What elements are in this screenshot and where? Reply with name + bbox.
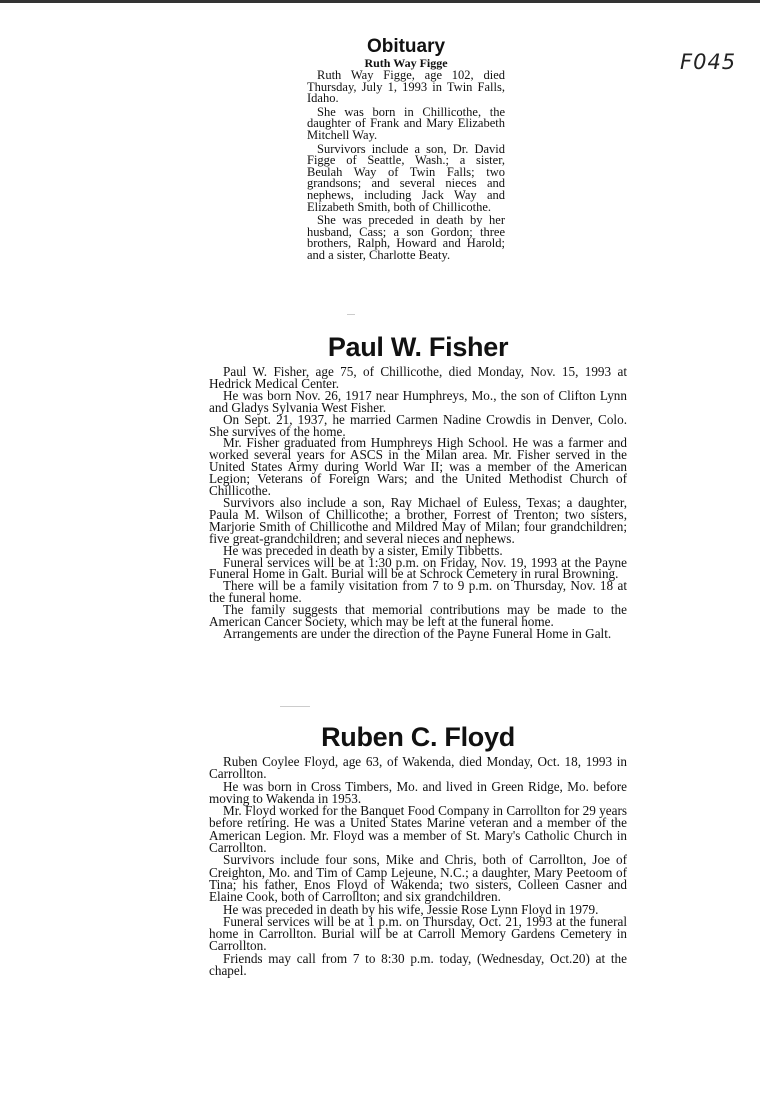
obituary-paragraph: The family suggests that memorial contributions may be made to the American Cancer Society, which may be left at the funeral home. <box>209 602 627 630</box>
obituary-paragraph: He was preceded in death by his wife, Jessie Rose Lynn Floyd in 1979. <box>223 901 599 917</box>
obituary-paragraph: There will be a family visitation from 7 to 9 p.m. on Thursday, Nov. 18 at the funeral home. <box>209 578 627 606</box>
obituary-paragraph: Funeral services will be at 1:30 p.m. on Friday, Nov. 19, 1993 at the Payne Funeral Home in Galt. Burial will be at Schrock Cemetery in rural Browning. <box>209 554 627 582</box>
handwritten-annotation: F045 <box>680 50 737 74</box>
obituary-paragraph: Survivors also include a son, Ray Michael of Euless, Texas; a daughter, Paula M. Wilson of Chillicothe; a brother, Forrest of Trenton; two sisters, Marjorie Smith of Chillicothe and Mildred May of Milan; four grandchildren; five great-grandchildren; and several nieces and nephews. <box>209 494 627 546</box>
obituary-ruben-c-floyd <box>209 722 627 977</box>
obituary-paragraph: On Sept. 21, 1937, he married Carmen Nadine Crowdis in Denver, Colo. She survives of the home. <box>209 411 627 439</box>
divider <box>280 706 310 707</box>
obituary-paragraph: She was born in Chillicothe, the daughter of Frank and Mary Elizabeth Mitchell Way. <box>307 104 505 142</box>
obituary-paragraph: He was born Nov. 26, 1917 near Humphreys, Mo., the son of Clifton Lynn and Gladys Sylvania West Fisher. <box>209 387 627 415</box>
obituary-heading: Paul W. Fisher <box>327 332 509 362</box>
obituary-paragraph: He was preceded in death by a sister, Emily Tibbetts. <box>223 542 503 558</box>
obituary-heading: Obituary <box>366 36 446 57</box>
obituary-paul-w-fisher <box>209 332 627 640</box>
obituary-name: Ruth Way Figge <box>364 56 448 70</box>
obituary-paragraph: Survivors include a son, Dr. David Figge of Seattle, Wash.; a sister, Beulah Way of Twin Falls; two grandsons; and several nieces and nephews, including Jack Way and Elizabeth Smith, both of Chillicothe. <box>307 141 505 214</box>
obituary-paragraph: Ruben Coylee Floyd, age 63, of Wakenda, died Monday, Oct. 18, 1993 in Carrollton. <box>209 754 627 782</box>
obituary-ruth-way-figge <box>307 37 505 262</box>
scan-top-border <box>0 0 760 3</box>
obituary-paragraph: Survivors include four sons, Mike and Chris, both of Carrollton, Joe of Creighton, Mo. and Tim of Camp Lejeune, N.C.; a daughter, Mary Peetoom of Tina; his father, Enos Floyd of Wakenda; two sisters, Colleen Casner and Elaine Cook, both of Carrollton; and six grandchildren. <box>209 852 627 905</box>
obituary-paragraph: Paul W. Fisher, age 75, of Chillicothe, died Monday, Nov. 15, 1993 at Hedrick Medical Center. <box>209 364 627 391</box>
divider <box>347 314 355 315</box>
obituary-paragraph: Mr. Floyd worked for the Banquet Food Company in Carrollton for 29 years before retiring. He was a United States Marine veteran and a member of the American Legion. Mr. Floyd was a member of St. Mary's Catholic Church in Carrollton. <box>209 803 627 856</box>
obituary-paragraph: He was born in Cross Timbers, Mo. and lived in Green Ridge, Mo. before moving to Wakenda in 1953. <box>209 778 627 806</box>
obituary-paragraph: She was preceded in death by her husband, Cass; a son Gordon; three brothers, Ralph, Howard and Harold; and a sister, Charlotte Beaty. <box>307 213 505 262</box>
obituary-paragraph: Friends may call from 7 to 8:30 p.m. today, (Wednesday, Oct.20) at the chapel. <box>209 950 627 979</box>
obituary-heading: Ruben C. Floyd <box>321 722 515 752</box>
obituary-paragraph: Funeral services will be at 1 p.m. on Thursday, Oct. 21, 1993 at the funeral home in Carrollton. Burial will be at Carroll Memory Gardens Cemetery in Carrollton. <box>209 913 627 954</box>
obituary-paragraph: Mr. Fisher graduated from Humphreys High School. He was a farmer and worked several years for ASCS in the Milan area. Mr. Fisher served in the United States Army during World War II; was a member of the American Legion; Veterans of Foreign Wars; and the United Methodist Church of Chillicothe. <box>209 435 627 499</box>
obituary-paragraph: Arrangements are under the direction of the Payne Funeral Home in Galt. <box>223 625 612 641</box>
obituary-paragraph: Ruth Way Figge, age 102, died Thursday, July 1, 1993 in Twin Falls, Idaho. <box>307 68 505 106</box>
